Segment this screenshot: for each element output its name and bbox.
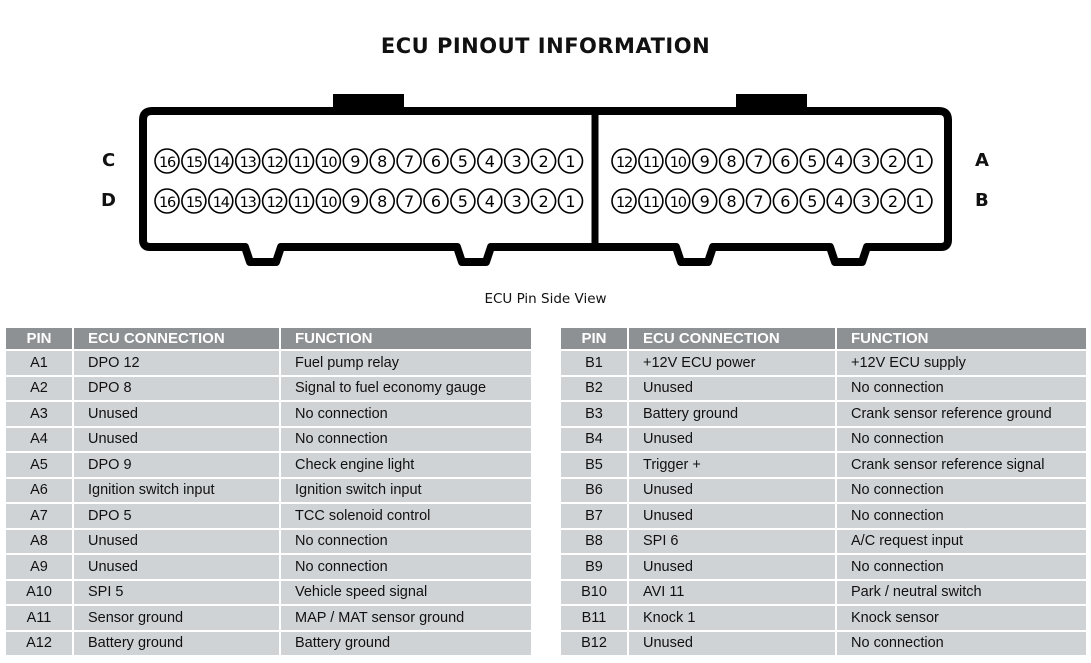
connection-cell: Unused xyxy=(73,401,280,427)
table-row xyxy=(561,529,1086,555)
pin-cell: B11 xyxy=(561,605,628,631)
pin-number-c: 15 xyxy=(185,155,202,171)
pin-number-a: 1 xyxy=(914,152,925,171)
pin-number-b: 12 xyxy=(615,195,633,211)
pin-number-d: 3 xyxy=(511,192,522,211)
connection-cell: Unused xyxy=(628,631,836,657)
pin-number-c: 6 xyxy=(430,152,442,171)
pin-cell: A1 xyxy=(6,350,73,376)
row-label-c: C xyxy=(102,150,116,171)
pin-cell: A9 xyxy=(6,554,73,580)
pin-number-a: 9 xyxy=(699,152,710,171)
pin-cell: A8 xyxy=(6,529,73,555)
pin-number-c: 2 xyxy=(538,152,549,171)
connection-cell: Battery ground xyxy=(628,401,836,427)
connection-cell: +12V ECU power xyxy=(628,350,836,376)
pin-number-c: 8 xyxy=(377,152,388,171)
pin-number-d: 13 xyxy=(239,195,256,211)
pin-number-a: 3 xyxy=(861,152,872,171)
pin-number-c: 4 xyxy=(484,152,495,171)
pin-cell: B6 xyxy=(561,478,628,504)
pin-number-b: 11 xyxy=(642,195,659,211)
pin-number-b: 7 xyxy=(753,192,764,211)
connector-diagram xyxy=(0,0,1091,290)
connection-cell: SPI 5 xyxy=(73,580,280,606)
function-cell: Knock sensor xyxy=(836,605,1086,631)
table-row xyxy=(561,350,1086,376)
header-connection: ECU CONNECTION xyxy=(628,328,836,350)
pin-number-b: 6 xyxy=(780,192,791,211)
pin-number-d: 5 xyxy=(457,192,468,211)
pinout-table-b xyxy=(561,328,1086,657)
table-row xyxy=(6,401,531,427)
pin-number-a: 4 xyxy=(834,152,845,171)
connection-cell: DPO 9 xyxy=(73,452,280,478)
pinout-table-a xyxy=(6,328,531,657)
pin-number-a: 2 xyxy=(887,152,899,171)
function-cell: No connection xyxy=(280,401,531,427)
connection-cell: AVI 11 xyxy=(628,580,836,606)
function-cell: +12V ECU supply xyxy=(836,350,1086,376)
pin-cell: A6 xyxy=(6,478,73,504)
function-cell: A/C request input xyxy=(836,529,1086,555)
pin-number-b: 5 xyxy=(807,192,818,211)
pin-number-a: 10 xyxy=(669,155,686,171)
pin-number-c: 10 xyxy=(320,155,337,171)
pin-number-c: 14 xyxy=(212,155,229,171)
pin-number-d: 10 xyxy=(320,195,337,211)
header-pin: PIN xyxy=(6,328,73,350)
connection-cell: Sensor ground xyxy=(73,605,280,631)
pin-number-a: 12 xyxy=(615,155,633,171)
pin-number-c: 5 xyxy=(457,152,468,171)
pin-cell: A2 xyxy=(6,376,73,402)
pin-number-c: 9 xyxy=(350,152,361,171)
connection-cell: Ignition switch input xyxy=(73,478,280,504)
table-row xyxy=(561,503,1086,529)
page-title: ECU PINOUT INFORMATION xyxy=(380,34,711,58)
function-cell: No connection xyxy=(836,554,1086,580)
connection-cell: Unused xyxy=(628,503,836,529)
pin-number-c: 3 xyxy=(511,152,522,171)
function-cell: No connection xyxy=(280,554,531,580)
connection-cell: Unused xyxy=(73,427,280,453)
pin-number-d: 2 xyxy=(538,192,549,211)
pin-cell: B7 xyxy=(561,503,628,529)
table-row xyxy=(561,605,1086,631)
pin-cell: A10 xyxy=(6,580,73,606)
table-row xyxy=(561,554,1086,580)
pin-number-d: 4 xyxy=(484,192,495,211)
function-cell: No connection xyxy=(836,503,1086,529)
connection-cell: Unused xyxy=(628,427,836,453)
pin-number-d: 12 xyxy=(266,195,283,211)
function-cell: Check engine light xyxy=(280,452,531,478)
pin-number-b: 1 xyxy=(914,192,925,211)
connection-cell: DPO 12 xyxy=(73,350,280,376)
pin-number-d: 1 xyxy=(565,192,576,211)
pin-number-d: 6 xyxy=(430,192,442,211)
pin-row-d xyxy=(155,189,583,213)
table-row xyxy=(6,529,531,555)
pin-number-a: 7 xyxy=(753,152,764,171)
function-cell: Ignition switch input xyxy=(280,478,531,504)
pin-number-b: 9 xyxy=(699,192,710,211)
table-row xyxy=(561,376,1086,402)
pin-row-a xyxy=(612,149,932,173)
connection-cell: SPI 6 xyxy=(628,529,836,555)
pin-cell: A12 xyxy=(6,631,73,657)
pin-cell: A7 xyxy=(6,503,73,529)
header-function: FUNCTION xyxy=(836,328,1086,350)
function-cell: Crank sensor reference signal xyxy=(836,452,1086,478)
header-function: FUNCTION xyxy=(280,328,531,350)
diagram-caption: ECU Pin Side View xyxy=(484,291,607,307)
pin-number-b: 8 xyxy=(726,192,737,211)
table-row xyxy=(6,554,531,580)
row-label-d: D xyxy=(101,190,116,211)
header-pin: PIN xyxy=(561,328,628,350)
function-cell: TCC solenoid control xyxy=(280,503,531,529)
connection-cell: Unused xyxy=(73,529,280,555)
pin-number-b: 2 xyxy=(887,192,899,211)
pin-number-d: 9 xyxy=(350,192,361,211)
connection-cell: Unused xyxy=(628,478,836,504)
function-cell: Fuel pump relay xyxy=(280,350,531,376)
table-row xyxy=(6,605,531,631)
pin-number-b: 3 xyxy=(861,192,872,211)
pin-number-c: 7 xyxy=(404,152,415,171)
pin-number-d: 16 xyxy=(158,195,176,211)
table-row xyxy=(561,580,1086,606)
pin-cell: B9 xyxy=(561,554,628,580)
pin-number-b: 4 xyxy=(834,192,845,211)
pin-number-c: 12 xyxy=(266,155,283,171)
connector-outline xyxy=(143,111,948,262)
pin-cell: A3 xyxy=(6,401,73,427)
connection-cell: Unused xyxy=(73,554,280,580)
table-row xyxy=(561,401,1086,427)
pin-cell: B2 xyxy=(561,376,628,402)
header-connection: ECU CONNECTION xyxy=(73,328,280,350)
function-cell: Signal to fuel economy gauge xyxy=(280,376,531,402)
function-cell: Crank sensor reference ground xyxy=(836,401,1086,427)
function-cell: Battery ground xyxy=(280,631,531,657)
table-row xyxy=(6,478,531,504)
row-label-b: B xyxy=(975,190,989,211)
pin-cell: B10 xyxy=(561,580,628,606)
connection-cell: Battery ground xyxy=(73,631,280,657)
pin-number-c: 16 xyxy=(158,155,176,171)
connection-cell: Unused xyxy=(628,554,836,580)
table-row xyxy=(561,452,1086,478)
table-row xyxy=(561,478,1086,504)
connection-cell: Unused xyxy=(628,376,836,402)
row-label-a: A xyxy=(975,150,989,171)
pin-cell: B12 xyxy=(561,631,628,657)
function-cell: Park / neutral switch xyxy=(836,580,1086,606)
pin-cell: A5 xyxy=(6,452,73,478)
table-row xyxy=(6,452,531,478)
pin-cell: B1 xyxy=(561,350,628,376)
function-cell: No connection xyxy=(836,478,1086,504)
connection-cell: DPO 8 xyxy=(73,376,280,402)
table-header-row xyxy=(561,328,1086,350)
connection-cell: Knock 1 xyxy=(628,605,836,631)
pin-number-d: 14 xyxy=(212,195,229,211)
table-row xyxy=(6,350,531,376)
pin-number-a: 6 xyxy=(780,152,791,171)
function-cell: Vehicle speed signal xyxy=(280,580,531,606)
pin-cell: A11 xyxy=(6,605,73,631)
connection-cell: Trigger + xyxy=(628,452,836,478)
pin-number-b: 10 xyxy=(669,195,686,211)
table-row xyxy=(6,631,531,657)
pin-cell: B5 xyxy=(561,452,628,478)
pin-cell: B8 xyxy=(561,529,628,555)
table-row xyxy=(6,427,531,453)
pin-number-a: 11 xyxy=(642,155,659,171)
pin-row-c xyxy=(155,149,583,173)
function-cell: No connection xyxy=(836,427,1086,453)
pin-cell: B4 xyxy=(561,427,628,453)
pin-cell: B3 xyxy=(561,401,628,427)
pin-number-d: 7 xyxy=(404,192,415,211)
table-row xyxy=(561,427,1086,453)
pin-number-d: 8 xyxy=(377,192,388,211)
pin-number-d: 11 xyxy=(293,195,310,211)
table-header-row xyxy=(6,328,531,350)
pin-number-c: 13 xyxy=(239,155,256,171)
function-cell: No connection xyxy=(280,427,531,453)
table-row xyxy=(561,631,1086,657)
function-cell: No connection xyxy=(280,529,531,555)
pin-row-b xyxy=(612,189,932,213)
connector-housing xyxy=(143,94,948,262)
pin-number-c: 11 xyxy=(293,155,310,171)
pin-number-a: 5 xyxy=(807,152,818,171)
function-cell: No connection xyxy=(836,631,1086,657)
table-row xyxy=(6,503,531,529)
table-row xyxy=(6,376,531,402)
pin-number-c: 1 xyxy=(565,152,576,171)
pin-cell: A4 xyxy=(6,427,73,453)
function-cell: No connection xyxy=(836,376,1086,402)
connection-cell: DPO 5 xyxy=(73,503,280,529)
function-cell: MAP / MAT sensor ground xyxy=(280,605,531,631)
pin-number-a: 8 xyxy=(726,152,737,171)
pin-number-d: 15 xyxy=(185,195,202,211)
table-row xyxy=(6,580,531,606)
